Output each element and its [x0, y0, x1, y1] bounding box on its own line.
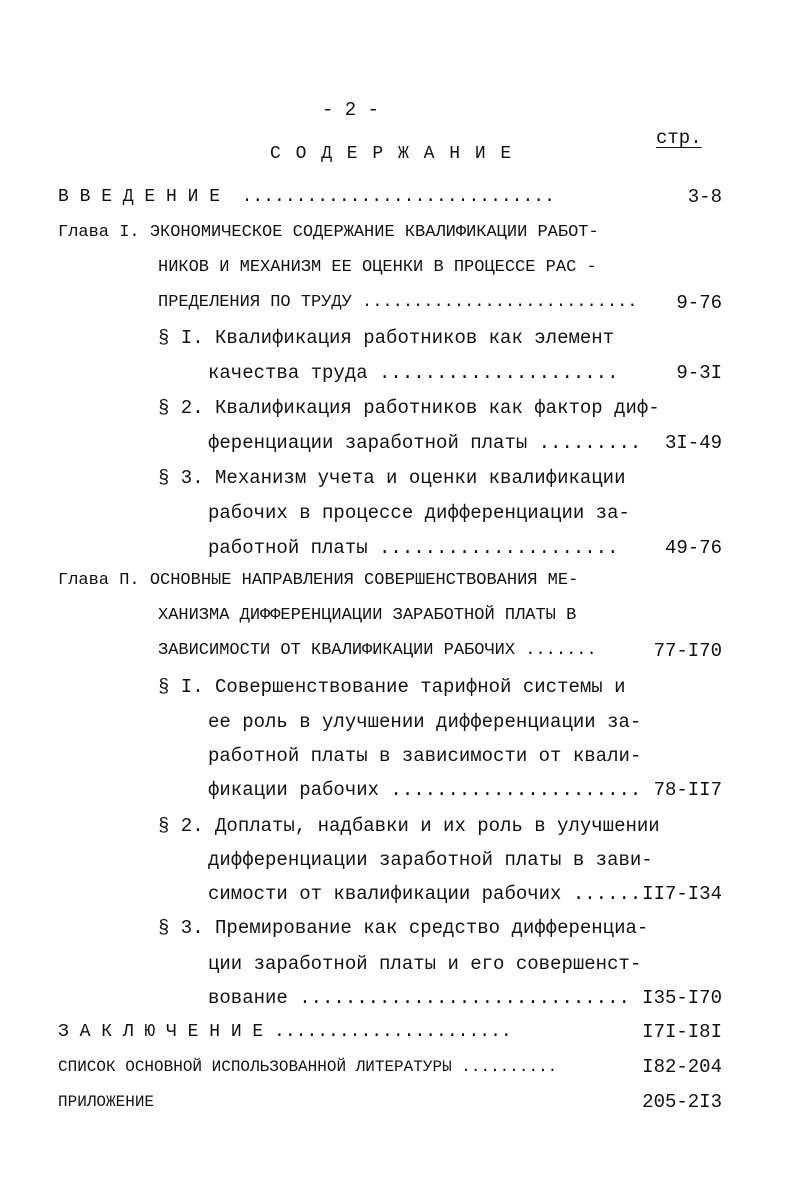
- toc-s2-1-line3: работной платы в зависимости от квали-: [208, 745, 642, 767]
- toc-s1-3-line2: рабочих в процессе дифференциации за-: [208, 502, 630, 524]
- toc-ch1-line3: ПРЕДЕЛЕНИЯ ПО ТРУДУ ...........................: [158, 293, 638, 312]
- toc-ch2-line1: Глава П. ОСНОВНЫЕ НАПРАВЛЕНИЯ СОВЕРШЕНСТВОВАНИЯ МЕ-: [58, 571, 579, 590]
- page-number: - 2 -: [322, 99, 380, 121]
- toc-conclusion: З А К Л Ю Ч Е Н И Е ......................: [58, 1022, 512, 1042]
- toc-intro: В В Е Д Е Н И Е .............................: [58, 187, 555, 207]
- toc-s2-3-line2: ции заработной платы и его совершенст-: [208, 953, 642, 975]
- toc-s2-1-line4: фикации рабочих ......................: [208, 779, 642, 801]
- toc-ch1-line1: Глава I. ЭКОНОМИЧЕСКОЕ СОДЕРЖАНИЕ КВАЛИФИКАЦИИ РАБОТ-: [58, 223, 599, 242]
- toc-s2-2-line3: симости от квалификации рабочих ......: [208, 883, 642, 905]
- toc-s2-3-line1: § 3. Премирование как средство дифференциа-: [158, 917, 649, 939]
- toc-s1-3-line3: работной платы .....................: [208, 537, 619, 559]
- toc-literature-page: I82-204: [642, 1056, 722, 1078]
- toc-s2-1-page: 78-II7: [653, 779, 722, 801]
- toc-s1-3-line1: § 3. Механизм учета и оценки квалификации: [158, 467, 626, 489]
- toc-title: С О Д Е Р Ж А Н И Е: [270, 144, 514, 164]
- toc-appendix: ПРИЛОЖЕНИЕ: [58, 1093, 155, 1111]
- toc-s1-3-page: 49-76: [664, 537, 722, 559]
- toc-s1-2-line2: ференциации заработной платы .........: [208, 432, 642, 454]
- toc-s1-2-line1: § 2. Квалификация работников как фактор диф-: [158, 397, 660, 419]
- toc-literature: СПИСОК ОСНОВНОЙ ИСПОЛЬЗОВАННОЙ ЛИТЕРАТУРЫ ..........: [58, 1058, 558, 1076]
- page-column-label: стр.: [656, 127, 702, 149]
- toc-s2-3-line3: вование .............................: [208, 987, 630, 1009]
- toc-ch2-line2: ХАНИЗМА ДИФФЕРЕНЦИАЦИИ ЗАРАБОТНОЙ ПЛАТЫ В: [158, 606, 577, 625]
- toc-appendix-page: 205-2I3: [642, 1091, 722, 1113]
- toc-s1-1-page: 9-3I: [676, 362, 722, 384]
- toc-s1-1-line1: § I. Квалификация работников как элемент: [158, 327, 615, 349]
- toc-intro-page: 3-8: [687, 186, 722, 208]
- toc-s2-2-page: II7-I34: [642, 883, 722, 905]
- toc-s2-1-line2: ее роль в улучшении дифференциации за-: [208, 711, 642, 733]
- toc-ch1-line2: НИКОВ И МЕХАНИЗМ ЕЕ ОЦЕНКИ В ПРОЦЕССЕ РАС -: [158, 258, 597, 277]
- toc-s1-2-page: 3I-49: [664, 432, 722, 454]
- toc-s2-2-line2: дифференциации заработной платы в зави-: [208, 849, 653, 871]
- toc-s1-1-line2: качества труда .....................: [208, 362, 619, 384]
- toc-s2-3-page: I35-I70: [642, 987, 722, 1009]
- toc-ch1-page: 9-76: [676, 292, 722, 314]
- toc-conclusion-page: I7I-I8I: [642, 1021, 722, 1043]
- toc-s2-2-line1: § 2. Доплаты, надбавки и их роль в улучшении: [158, 815, 660, 837]
- toc-ch2-page: 77-I70: [653, 640, 722, 662]
- toc-s2-1-line1: § I. Совершенствование тарифной системы и: [158, 676, 626, 698]
- toc-ch2-line3: ЗАВИСИМОСТИ ОТ КВАЛИФИКАЦИИ РАБОЧИХ .......: [158, 641, 597, 660]
